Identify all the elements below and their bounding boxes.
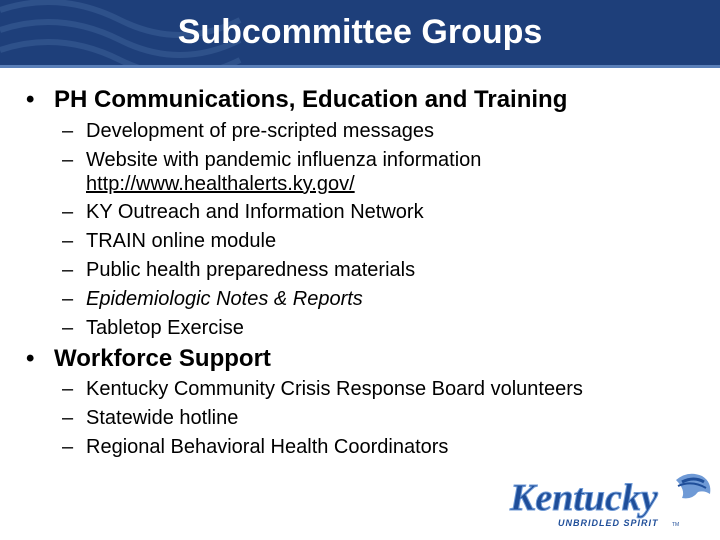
dash-glyph: – xyxy=(62,201,74,223)
website-link[interactable]: http://www.healthalerts.ky.gov/ xyxy=(86,173,355,195)
bullet-label: Workforce Support xyxy=(54,345,271,372)
bullet-ph-communications xyxy=(26,86,567,114)
list-item xyxy=(62,406,238,430)
dash-glyph: – xyxy=(62,436,74,458)
list-item-text: Website with pandemic influenza information xyxy=(86,149,482,171)
dash-glyph: – xyxy=(62,407,74,429)
list-item xyxy=(62,258,415,282)
list-item xyxy=(62,435,448,459)
bullet-glyph: • xyxy=(26,345,35,372)
list-item xyxy=(62,119,434,143)
dash-glyph: – xyxy=(62,120,74,142)
horse-head-icon xyxy=(676,474,710,499)
list-item xyxy=(62,229,276,253)
list-item-text: Kentucky Community Crisis Response Board volunteers xyxy=(86,378,583,400)
list-item-text: TRAIN online module xyxy=(86,230,277,252)
dash-glyph: – xyxy=(62,230,74,252)
kentucky-logo xyxy=(506,470,716,532)
list-item xyxy=(62,148,481,172)
title-underline xyxy=(0,65,720,68)
logo-trademark: TM xyxy=(672,522,680,528)
page-title: Subcommittee Groups xyxy=(177,13,543,51)
bullet-label: PH Communications, Education and Training xyxy=(54,86,568,113)
list-item xyxy=(62,377,583,401)
logo-wordmark: Kentucky xyxy=(510,477,658,519)
bullet-workforce-support xyxy=(26,345,271,373)
list-item-text: Public health preparedness materials xyxy=(86,259,416,281)
list-item-text: Tabletop Exercise xyxy=(86,317,244,339)
list-item xyxy=(62,287,363,311)
list-item-text: Statewide hotline xyxy=(86,407,239,429)
bullet-glyph: • xyxy=(26,86,35,113)
list-item-text: Development of pre-scripted messages xyxy=(86,120,434,142)
list-item-text: KY Outreach and Information Network xyxy=(86,201,424,223)
list-item xyxy=(62,316,244,340)
dash-glyph: – xyxy=(62,317,74,339)
list-item-text: Regional Behavioral Health Coordinators xyxy=(86,436,449,458)
list-item-text: Epidemiologic Notes & Reports xyxy=(86,288,363,310)
logo-tagline: UNBRIDLED SPIRIT xyxy=(558,518,659,528)
dash-glyph: – xyxy=(62,288,74,310)
title-bar xyxy=(0,0,720,68)
list-item xyxy=(62,200,424,224)
dash-glyph: – xyxy=(62,378,74,400)
dash-glyph: – xyxy=(62,149,74,171)
dash-glyph: – xyxy=(62,259,74,281)
